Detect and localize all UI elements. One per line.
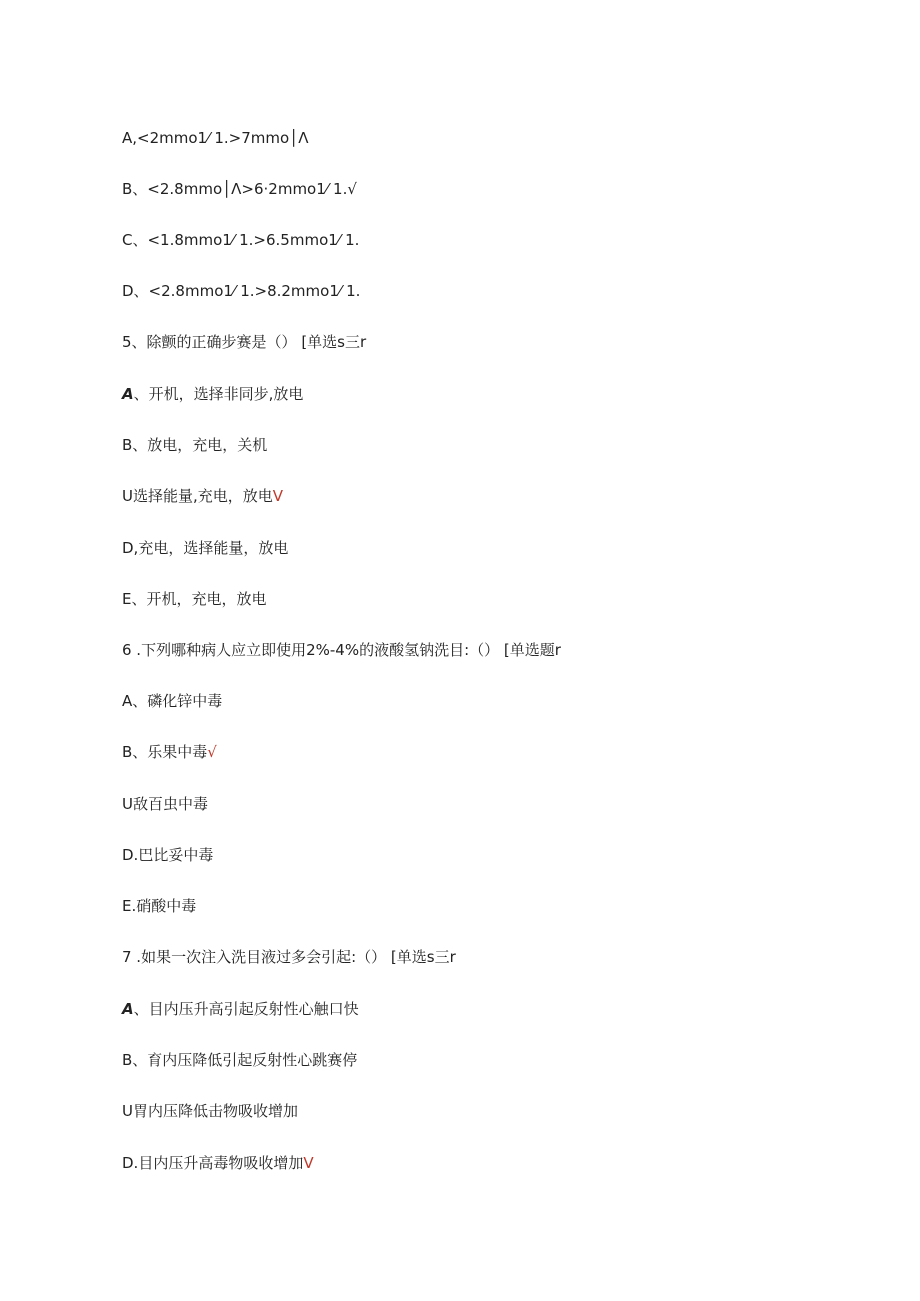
line-text: 6 .下列哪种病人应立即使用2%-4%的液酸氢钠洗目:（） [单选题r xyxy=(122,641,561,659)
text-line xyxy=(122,230,359,250)
line-text: C、<1.8mmo1⁄ 1.>6.5mmo1⁄ 1. xyxy=(122,231,360,249)
line-text: 7 .如果一次注入洗目液过多会引起:（） [单选s三r xyxy=(122,948,456,966)
question-6-title xyxy=(122,640,561,660)
text-line xyxy=(122,281,360,301)
line-text: B、放电，充电，关机 xyxy=(122,436,268,454)
text-line xyxy=(122,538,288,558)
line-text: A、磷化锌中毒 xyxy=(122,692,223,710)
text-line xyxy=(122,435,267,455)
line-text: A,<2mmo1⁄ 1.>7mmo│Λ xyxy=(122,129,309,147)
line-text: 5、除颤的正确步赛是（） [单选s三r xyxy=(122,333,367,351)
line-text: U选择能量,充电，放电 xyxy=(122,487,273,505)
option-letter: A xyxy=(122,1000,134,1018)
line-text: B、<2.8mmo│Λ>6·2mmo1⁄ 1.√ xyxy=(122,180,357,198)
text-line xyxy=(122,691,222,711)
text-line xyxy=(122,179,357,199)
option-letter: A xyxy=(122,385,134,403)
line-text: B、乐果中毒 xyxy=(122,743,208,761)
line-text: D.巴比妥中毒 xyxy=(122,846,214,864)
line-text: 、开机，选择非同步,放电 xyxy=(133,385,304,403)
text-line xyxy=(122,845,213,865)
line-text: E、开机，充电，放电 xyxy=(122,590,267,608)
text-line xyxy=(122,486,283,506)
text-line xyxy=(122,1050,357,1070)
line-text: 、目内压升高引起反射性心触口快 xyxy=(133,1000,359,1018)
line-text: D.目内压升高毒物吸收增加 xyxy=(122,1154,304,1172)
line-text: U敌百虫中毒 xyxy=(122,795,208,813)
line-text: U胃内压降低击物吸收增加 xyxy=(122,1102,298,1120)
text-line xyxy=(122,1101,298,1121)
line-text: D、<2.8mmo1⁄ 1.>8.2mmo1⁄ 1. xyxy=(122,282,361,300)
correct-mark: √ xyxy=(207,743,217,761)
line-text: E.硝酸中毒 xyxy=(122,897,197,915)
text-line xyxy=(122,128,308,148)
line-text: B、育内压降低引起反射性心跳赛停 xyxy=(122,1051,358,1069)
text-line xyxy=(122,896,196,916)
question-5-title xyxy=(122,332,366,352)
text-line xyxy=(122,999,359,1019)
text-line xyxy=(122,794,208,814)
text-line xyxy=(122,589,266,609)
text-line xyxy=(122,742,217,762)
text-line xyxy=(122,1153,314,1173)
line-text: D,充电，选择能量，放电 xyxy=(122,539,289,557)
correct-mark: V xyxy=(272,487,284,505)
question-7-title xyxy=(122,947,456,967)
text-line xyxy=(122,384,303,404)
correct-mark: V xyxy=(303,1154,314,1172)
